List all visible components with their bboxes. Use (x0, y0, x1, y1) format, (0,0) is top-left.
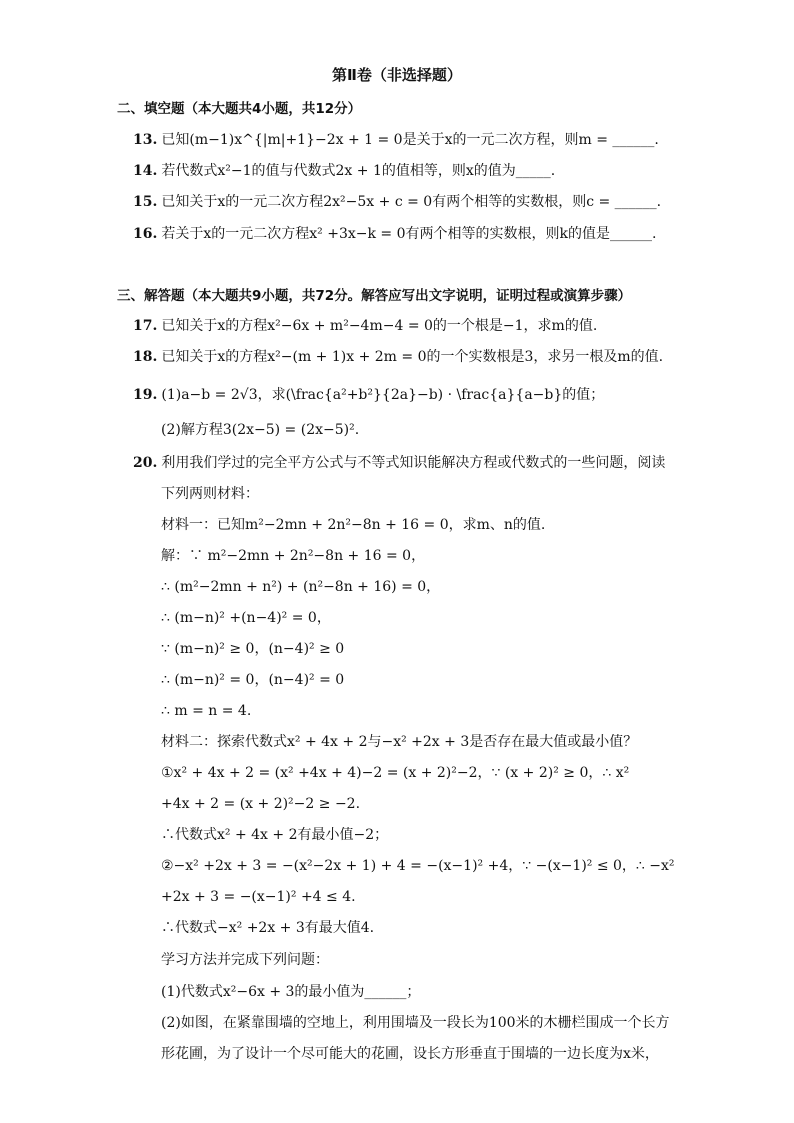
q20-line: ∴ (m−n)² +(n−4)² = 0， (161, 610, 331, 626)
question-text: 已知关于x的方程x²−(m + 1)x + 2m = 0的一个实数根是3，求另一根及m的值. (161, 349, 664, 365)
question-14 (133, 161, 555, 181)
q20-line: ∴代数式−x² +2x + 3有最大值4. (161, 920, 375, 936)
question-16 (133, 224, 656, 244)
question-number: 14. (133, 163, 158, 179)
question-text: 已知关于x的方程x²−6x + m²−4m−4 = 0的一个根是−1，求m的值. (161, 318, 598, 334)
question-number: 15. (133, 194, 158, 210)
question-text-part1: (1)a−b = 2√3，求(\frac{a²+b²}{2a}−b) · \frac{a}{a−b}的值； (161, 387, 605, 403)
question-number: 16. (133, 226, 158, 242)
page-title: 第Ⅱ卷（非选择题） (332, 66, 462, 84)
question-text: 已知(m−1)x^{|m|+1}−2x + 1 = 0是关于x的一元二次方程，则m = ______. (161, 132, 659, 148)
q20-line: 学习方法并完成下列问题： (161, 952, 329, 968)
q20-line: +4x + 2 = (x + 2)²−2 ≥ −2. (161, 796, 361, 812)
q20-line: ∴ (m²−2mn + n²) + (n²−8n + 16) = 0， (161, 579, 441, 595)
q20-line: ①x² + 4x + 2 = (x² +4x + 4)−2 = (x + 2)²−2，∵ (x + 2)² ≥ 0，∴ x² (161, 765, 630, 781)
q20-line: ∴代数式x² + 4x + 2有最小值−2； (161, 827, 389, 843)
q20-line: (2)如图，在紧靠围墙的空地上，利用围墙及一段长为100米的木栅栏围成一个长方 (161, 1015, 670, 1031)
question-number: 17. (133, 318, 158, 334)
question-15 (133, 192, 661, 212)
q20-line: ∴ (m−n)² = 0，(n−4)² = 0 (161, 672, 345, 688)
question-19 (133, 385, 604, 405)
question-20 (133, 453, 665, 473)
question-18 (133, 347, 663, 367)
q20-line: 材料一：已知m²−2mn + 2n²−8n + 16 = 0，求m、n的值. (161, 517, 546, 533)
question-text: 若关于x的一元二次方程x² +3x−k = 0有两个相等的实数根，则k的值是______. (161, 226, 657, 242)
q20-line: ∴ m = n = 4. (161, 703, 252, 719)
question-17 (133, 316, 597, 336)
section-fill-blank-heading: 二、填空题（本大题共4小题，共12分） (117, 101, 362, 117)
q20-line: 形花圃，为了设计一个尽可能大的花圃，设长方形垂直于围墙的一边长度为x米， (161, 1046, 659, 1062)
q20-line: ②−x² +2x + 3 = −(x²−2x + 1) + 4 = −(x−1)² +4，∵ −(x−1)² ≤ 0，∴ −x² (161, 858, 675, 874)
question-text: 若代数式x²−1的值与代数式2x + 1的值相等，则x的值为_____. (161, 163, 556, 179)
q20-line: 解：∵ m²−2mn + 2n²−8n + 16 = 0， (161, 548, 426, 564)
q20-line: (1)代数式x²−6x + 3的最小值为______； (161, 984, 421, 1000)
question-number: 13. (133, 132, 158, 148)
q20-line: 下列两则材料： (161, 486, 259, 502)
question-number: 18. (133, 349, 158, 365)
q20-line: 材料二：探索代数式x² + 4x + 2与−x² +2x + 3是否存在最大值或最小值？ (161, 734, 638, 750)
q20-line: +2x + 3 = −(x−1)² +4 ≤ 4. (161, 889, 356, 905)
question-number: 19. (133, 387, 158, 403)
question-text-line: 利用我们学过的完全平方公式与不等式知识能解决方程或代数式的一些问题，阅读 (161, 455, 666, 471)
question-number: 20. (133, 455, 158, 471)
question-13 (133, 130, 659, 150)
question-19-part2: (2)解方程3(2x−5) = (2x−5)². (161, 422, 360, 438)
q20-line: ∵ (m−n)² ≥ 0，(n−4)² ≥ 0 (161, 641, 345, 657)
section-answer-heading: 三、解答题（本大题共9小题，共72分。解答应写出文字说明，证明过程或演算步骤） (117, 288, 632, 304)
question-text: 已知关于x的一元二次方程2x²−5x + c = 0有两个相等的实数根，则c = ______. (161, 194, 662, 210)
